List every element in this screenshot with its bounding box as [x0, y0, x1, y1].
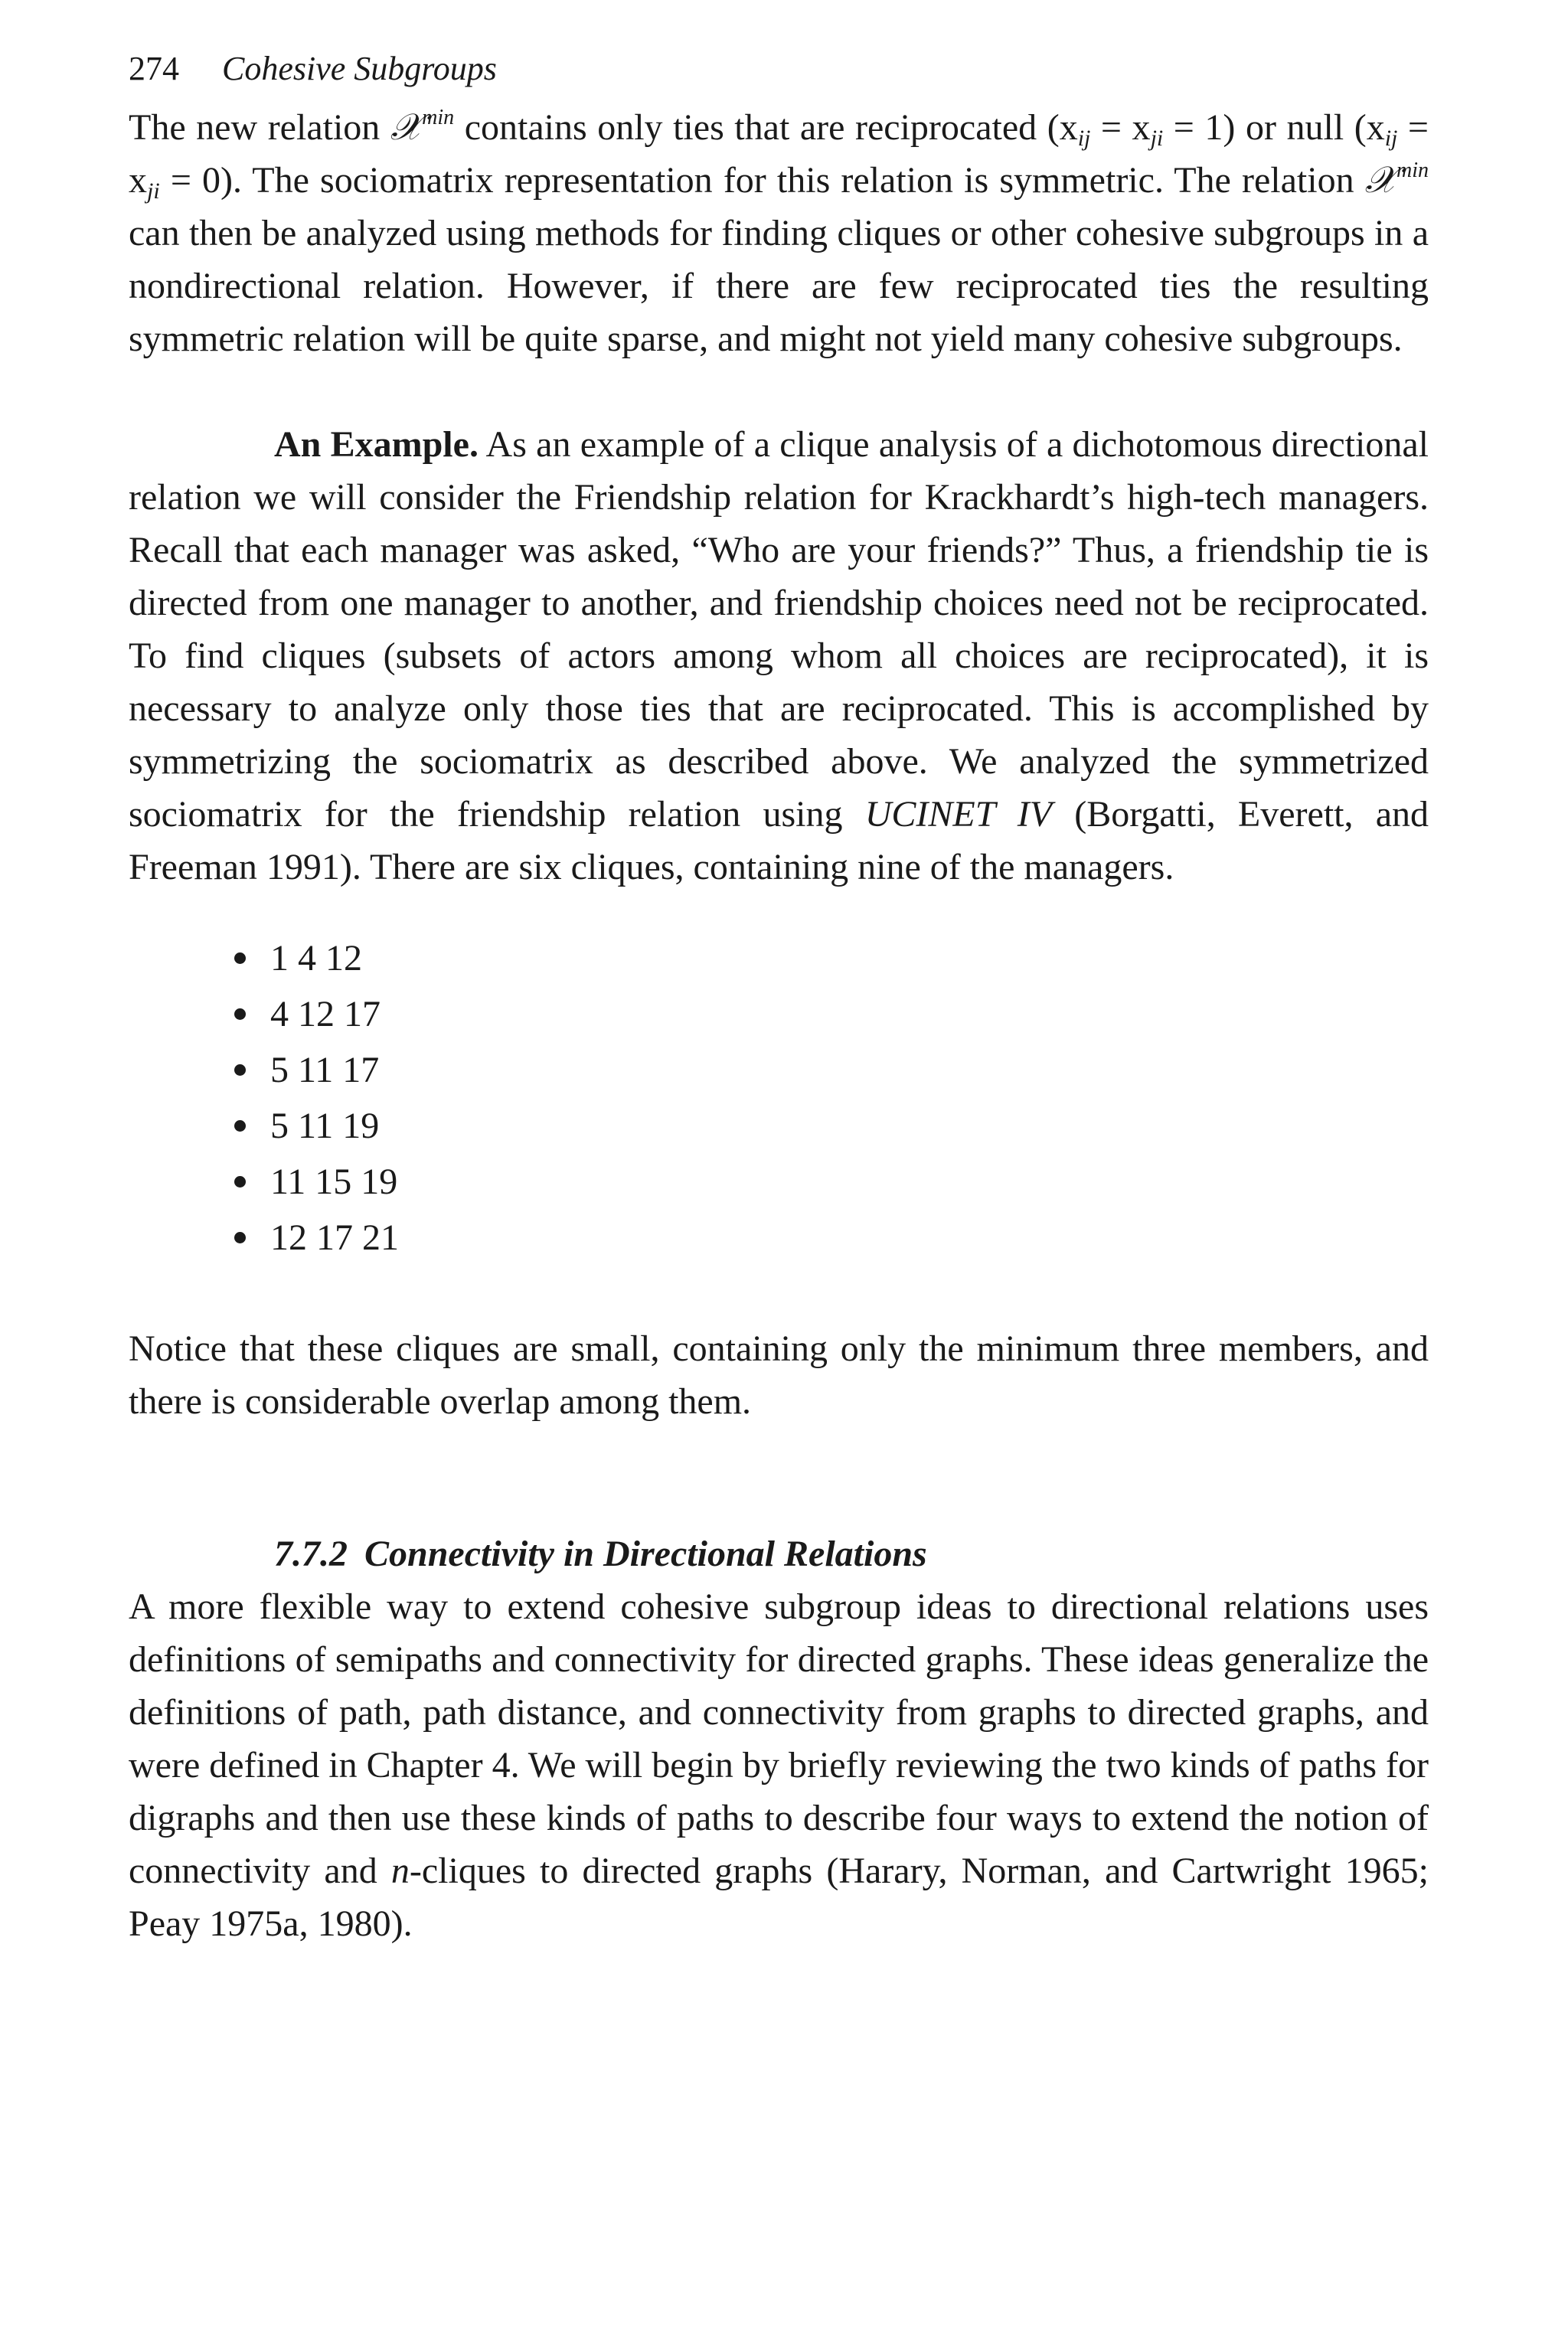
- section-heading: [129, 1527, 1429, 1580]
- bullet-icon: [234, 1064, 246, 1076]
- running-title: Cohesive Subgroups: [222, 50, 497, 87]
- book-page: [129, 37, 1429, 1950]
- list-item: 4 12 17: [234, 986, 1429, 1042]
- bullet-icon: [234, 952, 246, 964]
- paragraph-example: An Example. As an example of a clique analysis of a dichotomous directional relation we will consider the Friendship relation for Krackhardt’s high-tech managers. Recall that each manager was asked, “Who are your friends?” Thus, a friendship tie is directed from one manager to another, and friendship choices need not be reciprocated. To find cliques (subsets of actors among whom all choices are reciprocated), it is necessary to analyze only those ties that are reciprocated. This is accomplished by symmetrizing the sociomatrix as described above. We analyzed the symmetrized sociomatrix for the friendship relation using UCINET IV (Borgatti, Everett, and Freeman 1991). There are six cliques, containing nine of the managers.: [129, 424, 1429, 887]
- software-name: UCINET IV: [864, 794, 1053, 835]
- paragraph-lead: An Example.: [274, 424, 479, 465]
- running-head: [129, 37, 1429, 101]
- list-item: 1 4 12: [234, 930, 1429, 986]
- relation-symbol: 𝒳: [1364, 158, 1396, 201]
- bullet-icon: [234, 1232, 246, 1243]
- list-item: 5 11 19: [234, 1098, 1429, 1154]
- paragraph-clique-notice: Notice that these cliques are small, containing only the minimum three members, and there is considerable overlap among them.: [129, 1328, 1429, 1422]
- paragraph-connectivity: A more flexible way to extend cohesive subgroup ideas to directional relations uses definitions of semipaths and connectivity for directed graphs. These ideas generalize the definitions of path, path distance, and connectivity from graphs to directed graphs, and were defined in Chapter 4. We will begin by briefly reviewing the two kinds of paths for digraphs and then use these kinds of paths to describe four ways to extend the notion of connectivity and n-cliques to directed graphs (Harary, Norman, and Cartwright 1965; Peay 1975a, 1980).: [129, 1586, 1429, 1944]
- list-item: 11 15 19: [234, 1154, 1429, 1210]
- bullet-icon: [234, 1176, 246, 1188]
- list-item: 12 17 21: [234, 1210, 1429, 1266]
- bullet-icon: [234, 1120, 246, 1132]
- paragraph-reciprocated-relation: The new relation 𝒳$^{min}$ contains only ties that are reciprocated $(x_{ij} = x_{ji} = 1)$ or null $(x_{ij} = x_{ji} = 0)$. The sociomatrix representation for this relation is symmetric. The relation 𝒳$^{min}$ can then be analyzed using methods for finding cliques or other cohesive subgroups in a nondirectional relation. However, if there are few reciprocated ties the resulting symmetric relation will be quite sparse, and might not yield many cohesive subgroups.: [129, 106, 1429, 359]
- section-number: 7.7.2: [274, 1534, 348, 1574]
- section-title: Connectivity in Directional Relations: [364, 1534, 927, 1574]
- clique-list: [129, 930, 1429, 1266]
- page-number: 274: [129, 50, 179, 87]
- bullet-icon: [234, 1008, 246, 1020]
- list-item: 5 11 17: [234, 1042, 1429, 1098]
- relation-symbol: 𝒳: [390, 106, 423, 149]
